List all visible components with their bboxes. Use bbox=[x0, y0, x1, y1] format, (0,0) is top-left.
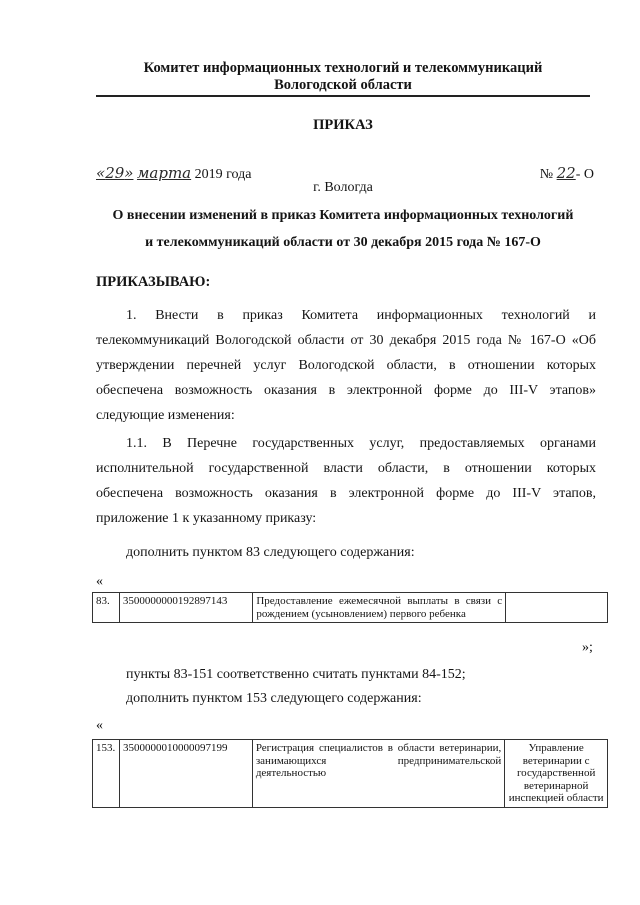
org-name-line2: Вологодской области bbox=[274, 77, 412, 93]
row-agency: Управление ветеринарии с государственной ветеринарной инспекцией области bbox=[505, 740, 608, 808]
paragraph-1: 1. Внести в приказ Комитета информационных технологий и телекоммуникаций Вологодской области от 30 декабря 2015 года № 167-О «Об утверждении перечней услуг Вологодской области, в отношении которых обеспечена возможность оказания в электронной форме до III-V этапов» следующие изменения: bbox=[96, 308, 596, 423]
number-suffix: - О bbox=[575, 167, 594, 182]
row-agency bbox=[506, 593, 608, 623]
table-row-83 bbox=[92, 592, 608, 623]
row-number: 153. bbox=[93, 740, 120, 808]
paragraph-1-1: 1.1. В Перечне государственных услуг, предоставляемых органами исполнительной государственной власти области, в отношении которых обеспечена возможность оказания в электронной форме до III-V этапов, приложение 1 к указанному приказу: bbox=[96, 436, 596, 526]
quote-open-1: « bbox=[96, 574, 103, 589]
supplement-text-83: дополнить пунктом 83 следующего содержания: bbox=[126, 545, 415, 560]
date-month: марта bbox=[136, 164, 192, 182]
subject-line2: и телекоммуникаций области от 30 декабря 2015 года № 167-О bbox=[145, 235, 541, 250]
renumber-text: пункты 83-151 соответственно считать пунктами 84-152; bbox=[126, 667, 466, 682]
date-year: 2019 года bbox=[194, 167, 252, 182]
date-day: 29 bbox=[105, 164, 125, 182]
quote-close-1: »; bbox=[582, 640, 593, 655]
date-open-quote: « bbox=[96, 164, 106, 182]
table-row-153 bbox=[92, 739, 608, 808]
number-prefix: № bbox=[539, 167, 554, 182]
subject-line1: О внесении изменений в приказ Комитета информационных технологий bbox=[112, 208, 574, 223]
row-service: Регистрация специалистов в области ветеринарии, занимающихся предпринимательской деятельностью bbox=[252, 740, 504, 808]
order-word: ПРИКАЗЫВАЮ: bbox=[96, 274, 211, 290]
supplement-text-153: дополнить пунктом 153 следующего содержания: bbox=[126, 691, 422, 706]
number-value: 22 bbox=[556, 164, 576, 182]
org-name-line1: Комитет информационных технологий и телекоммуникаций bbox=[143, 60, 543, 76]
row-code: 3500000000192897143 bbox=[119, 593, 252, 623]
header-divider bbox=[96, 95, 590, 97]
date-close-quote: » bbox=[124, 164, 134, 182]
quote-open-2: « bbox=[96, 718, 103, 733]
row-service: Предоставление ежемесячной выплаты в связи с рождением (усыновлением) первого ребенка bbox=[253, 593, 506, 623]
city: г. Вологда bbox=[313, 180, 373, 195]
row-number: 83. bbox=[93, 593, 120, 623]
document-title: ПРИКАЗ bbox=[313, 117, 373, 133]
row-code: 3500000010000097199 bbox=[119, 740, 252, 808]
